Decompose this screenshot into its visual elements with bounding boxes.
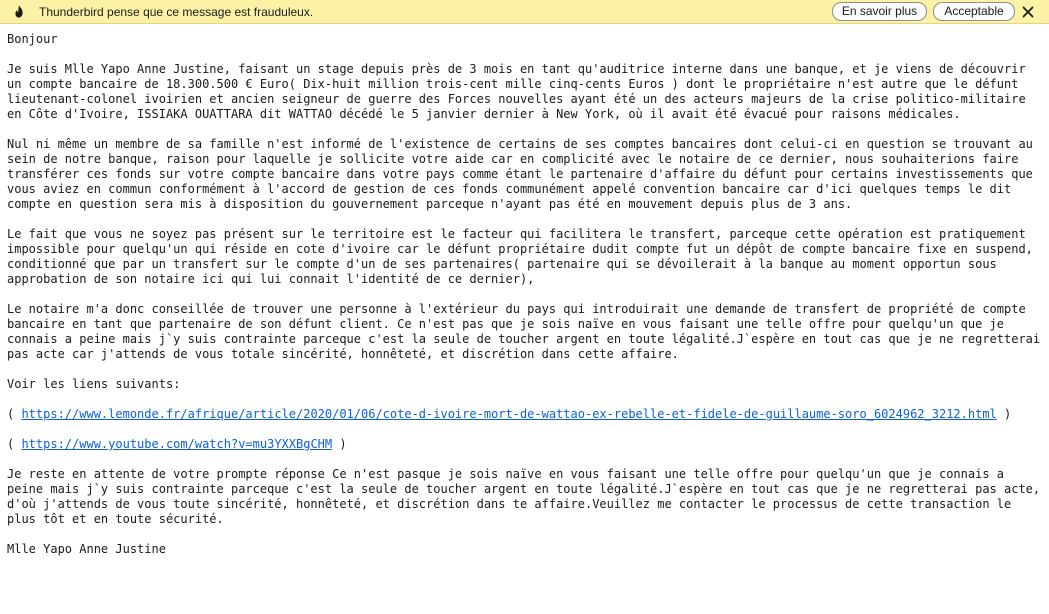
text-line: conditionné que par un transfert sur le compte d'un de ses partenaires( partenaire qui se dévoilerait à la banque au moment opportun sous [7,257,997,271]
flame-scam-icon [11,4,27,20]
text-line: pas acte car j'attends de vous totale sincérité, honnêteté, et discrétion dans cette affaire. [7,347,679,361]
text-line: vous aviez en commun conformément à l'accord de gestion de ces fonds communément appelé convention bancaire car d'ici quelques temps le dit [7,182,1012,196]
text-line: Le notaire m'a donc conseillée de trouver une personne à l'extérieur du pays qui introduirait une demande de transfert de propriété de compte [7,302,1026,316]
paragraph-5 [7,467,1047,527]
text-line: un compte bancaire de 18.300.500 € Euro( Dix-huit million trois-cent mille cinq-cents Euros ) dont le propriétaire n'est autre que le défunt [7,77,1019,91]
text-line: compte en question sera mis à disposition du gouvernement parceque n'ayant pas été en mouvement depuis plus de 3 ans. [7,197,853,211]
text-line: approbation de son notaire ici qui lui connait l'identité de ce dernier), [7,272,535,286]
email-body [7,32,1047,572]
youtube-video-link[interactable]: https://www.youtube.com/watch?v=mu3YXXBgCHM [21,437,333,451]
text-line: d'où j'attends de vous toute sincérité, honnêteté, et discrétion dans te affaire.Veuillez me contacter le processus de cette transaction le [7,497,1012,511]
greeting: Bonjour [7,32,58,46]
paragraph-1 [7,62,1047,122]
text-line: impossible pour quelqu'un qui réside en cote d'ivoire car le défunt propriétaire dudit compte fut un dépôt de compte bancaire fixe en suspend, [7,242,1033,256]
signature: Mlle Yapo Anne Justine [7,542,166,556]
text-line: Nul ni même un membre de sa famille n'est informé de l'existence de certains de ses comptes bancaires dont celui-ci en question se trouvant au [7,137,1033,151]
paragraph-3 [7,227,1047,287]
text-line: Je reste en attente de votre prompte réponse Ce n'est pasque je sois naïve en vous faisant une telle offre pour quelqu'un que je connais a [7,467,1004,481]
paragraph-2 [7,137,1047,212]
scam-warning-text: Thunderbird pense que ce message est frauduleux. [39,5,314,19]
close-icon[interactable] [1019,3,1037,21]
link-line-2: ( https://www.youtube.com/watch?v=mu3YXXBgCHM ) [7,437,347,451]
acceptable-button[interactable]: Acceptable [933,2,1015,21]
text-line: lieutenant-colonel ivoirien et ancien seigneur de guerre des Forces nouvelles ayant été un des acteurs majeurs de la crise politico-militaire [7,92,1026,106]
paragraph-4 [7,302,1047,362]
text-line: connais a peine mais j`y suis contrainte parceque c'est la seule de toucher argent en toute légalité.J`espère en tout cas que je ne regretterai [7,332,1041,346]
lemonde-article-link[interactable]: https://www.lemonde.fr/afrique/article/2020/01/06/cote-d-ivoire-mort-de-wattao-ex-rebelle-et-fidele-de-guillaume-soro_6024962_3212.html [21,407,997,421]
text-line: en Côte d'Ivoire, ISSIAKA OUATTARA dit WATTAO décédé le 5 janvier dernier à New York, où il avait été évacué pour raisons médicales. [7,107,961,121]
text-line: bancaire en tant que partenaire de son défunt client. Ce n'est pas que je sois naïve en vous faisant une telle offre pour quelqu'un que je [7,317,1004,331]
text-line: Je suis Mlle Yapo Anne Justine, faisant un stage depuis près de 3 mois en tant qu'auditrice interne dans une banque, et je viens de découvrir [7,62,1026,76]
text-line: Le fait que vous ne soyez pas présent sur le territoire est le facteur qui facilitera le transfert, parceque cette opération est pratiquement [7,227,1026,241]
text-line: plus tôt et en toute sécurité. [7,512,224,526]
link-line-1: ( https://www.lemonde.fr/afrique/article/2020/01/06/cote-d-ivoire-mort-de-wattao-ex-rebelle-et-fidele-de-guillaume-soro_6024962_3212.html ) [7,407,1012,421]
learn-more-button[interactable]: En savoir plus [832,2,927,21]
scam-warning-bar [0,0,1049,24]
text-line: transférer ces fonds sur votre compte bancaire dans votre pays comme étant le partenaire d'affaire du défunt pour certains investissements que [7,167,1033,181]
text-line: sein de notre banque, raison pour laquelle je sollicite votre aide car en complicité avec le notaire de ce dernier, nous souhaiterions faire [7,152,1019,166]
text-line: peine mais j`y suis contrainte parceque c'est la seule de toucher argent en toute légalité.J`espère en tout cas que je ne regretterai pas acte, [7,482,1041,496]
links-intro: Voir les liens suivants: [7,377,181,391]
